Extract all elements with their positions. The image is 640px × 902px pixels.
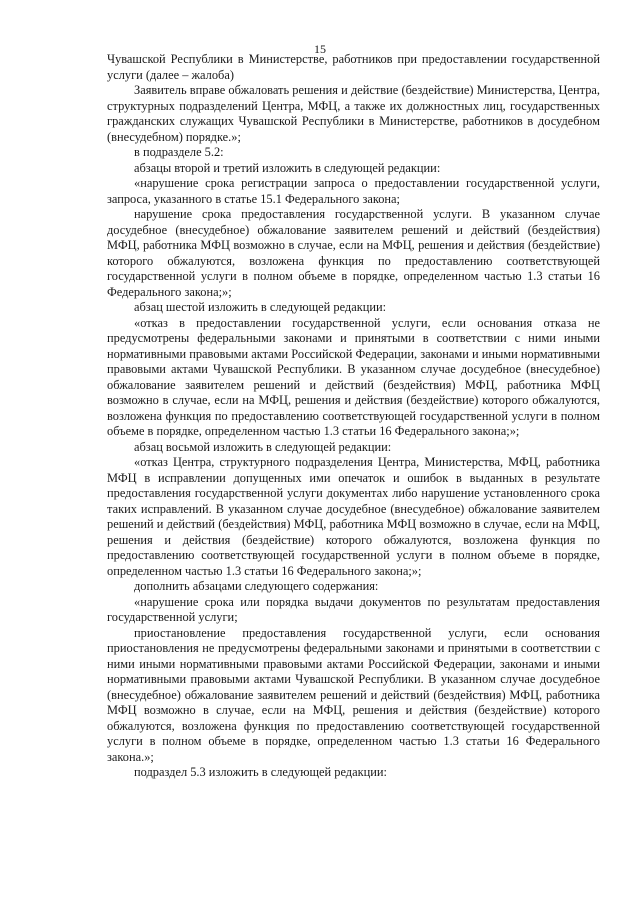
paragraph: абзац шестой изложить в следующей редакции: xyxy=(134,300,387,314)
paragraph: «отказ в предоставлении государственной услуги, если основания отказа не предусмотрены федеральными законами и принятыми в соответствии с ними иными нормативными правовыми актами Российской Федерации, законами и иными нормативными правовыми актами Чувашской Республики. В указанном случае досудебное (внесудебное) обжалование заявителем решений и действий (бездействия) МФЦ, работника МФЦ возможно в случае, если на МФЦ, решения и действия (бездействие) которого обжалуются, возложена функция по предоставлению соответствующей государственной услуги в полном объеме в порядке, определенном частью 1.3 статьи 16 Федерального закона;»; xyxy=(107,315,600,438)
paragraph: абзацы второй и третий изложить в следующей редакции: xyxy=(134,160,441,175)
paragraph: приостановление предоставления государственной услуги, если основания приостановления не предусмотрены федеральными законами и принятыми в соответствии с ними иными нормативными правовыми актами Российской Федерации, законами и иными нормативными правовыми актами Чувашской Республики. В указанном случае досудебное (внесудебное) обжалование заявителем решений и действий (бездействия) МФЦ, работника МФЦ возможно в случае, если на МФЦ, решения и действия (бездействие) которого обжалуются, возложена функция по предоставлению соответствующей государственной услуги в полном объеме в порядке, определенном частью 1.3 статьи 16 Федерального закона.»; xyxy=(107,625,600,764)
paragraph: в подразделе 5.2: xyxy=(134,145,224,159)
paragraph: абзац восьмой изложить в следующей редакции: xyxy=(134,439,392,454)
paragraph: нарушение срока предоставления государственной услуги. В указанном случае досудебное (внесудебное) обжалование заявителем решений и действий (бездействия) МФЦ, работника МФЦ возможно в случае, если на МФЦ, решения и действия (бездействие) которого обжалуются, возложена функция по предоставлению соответствующей государственной услуги в полном объеме в порядке, определенном частью 1.3 статьи 16 Федерального закона;»; xyxy=(107,207,600,299)
paragraph: «нарушение срока регистрации запроса о предоставлении государственной услуги, запроса, указанного в статье 15.1 Федерального закона; xyxy=(107,176,600,206)
paragraph: «нарушение срока или порядка выдачи документов по результатам предоставления государственной услуги; xyxy=(107,594,600,624)
document-body xyxy=(107,52,600,781)
paragraph: подраздел 5.3 изложить в следующей редакции: xyxy=(134,765,387,779)
page-number: 15 xyxy=(314,42,326,56)
paragraph: Заявитель вправе обжаловать решения и действие (бездействие) Министерства, Центра, структурных подразделений Центра, МФЦ, а также их должностных лиц, государственных гражданских служащих Чувашской Республики в Министерстве, работников в досудебном (внесудебном) порядке.»; xyxy=(107,83,600,144)
paragraph-continuation: Чувашской Республики в Министерстве, работников при предоставлении государственной услуги (далее – жалоба) xyxy=(107,52,600,82)
paragraph: дополнить абзацами следующего содержания: xyxy=(134,579,379,593)
paragraph: «отказ Центра, структурного подразделения Центра, Министерства, МФЦ, работника МФЦ в исправлении допущенных ими опечаток и ошибок в выданных в результате предоставления государственной услуги документах либо нарушение установленного срока таких исправлений. В указанном случае досудебное (внесудебное) обжалование заявителем решений и действий (бездействия) МФЦ, работника МФЦ возможно в случае, если на МФЦ, решения и действия (бездействие) которого обжалуются, возложена функция по предоставлению соответствующей государственной услуги в полном объеме в порядке, определенном частью 1.3 статьи 16 Федерального закона;»; xyxy=(107,455,600,578)
